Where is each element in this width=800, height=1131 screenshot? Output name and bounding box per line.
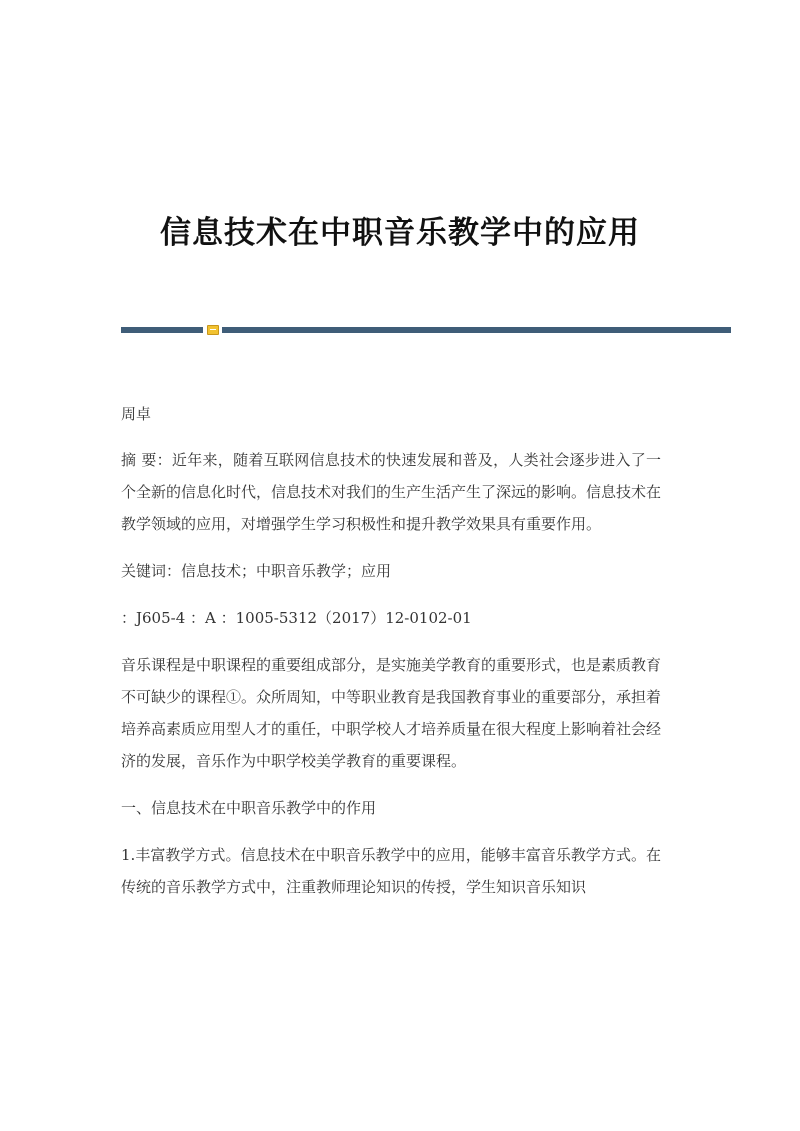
article-body xyxy=(121,398,661,918)
divider-bar-left xyxy=(121,327,203,333)
keywords: 关键词：信息技术；中职音乐教学；应用 xyxy=(121,562,392,580)
body-paragraph: 1.丰富教学方式。信息技术在中职音乐教学中的应用，能够丰富音乐教学方式。在传统的音乐教学方式中，注重教师理论知识的传授，学生知识音乐知识 xyxy=(121,846,661,896)
envelope-icon xyxy=(207,325,219,335)
title-divider xyxy=(121,325,731,335)
section-heading: 一、信息技术在中职音乐教学中的作用 xyxy=(121,799,377,817)
author-name: 周卓 xyxy=(121,405,152,423)
divider-bar-right xyxy=(222,327,731,333)
body-paragraph: 音乐课程是中职课程的重要组成部分，是实施美学教育的重要形式，也是素质教育不可缺少的课程①。众所周知，中等职业教育是我国教育事业的重要部分，承担着培养高素质应用型人才的重任，中职学校人才培养质量在很大程度上影响着社会经济的发展，音乐作为中职学校美学教育的重要课程。 xyxy=(121,656,662,770)
abstract: 摘 要：近年来，随着互联网信息技术的快速发展和普及，人类社会逐步进入了一个全新的信息化时代，信息技术对我们的生产生活产生了深远的影响。信息技术在教学领域的应用，对增强学生学习积极性和提升教学效果具有重要作用。 xyxy=(121,451,662,533)
page-title: 信息技术在中职音乐教学中的应用 xyxy=(160,214,640,251)
classification-line: ：J605-4 ：A ：1005-5312（2017）12-0102-01 xyxy=(121,609,472,627)
